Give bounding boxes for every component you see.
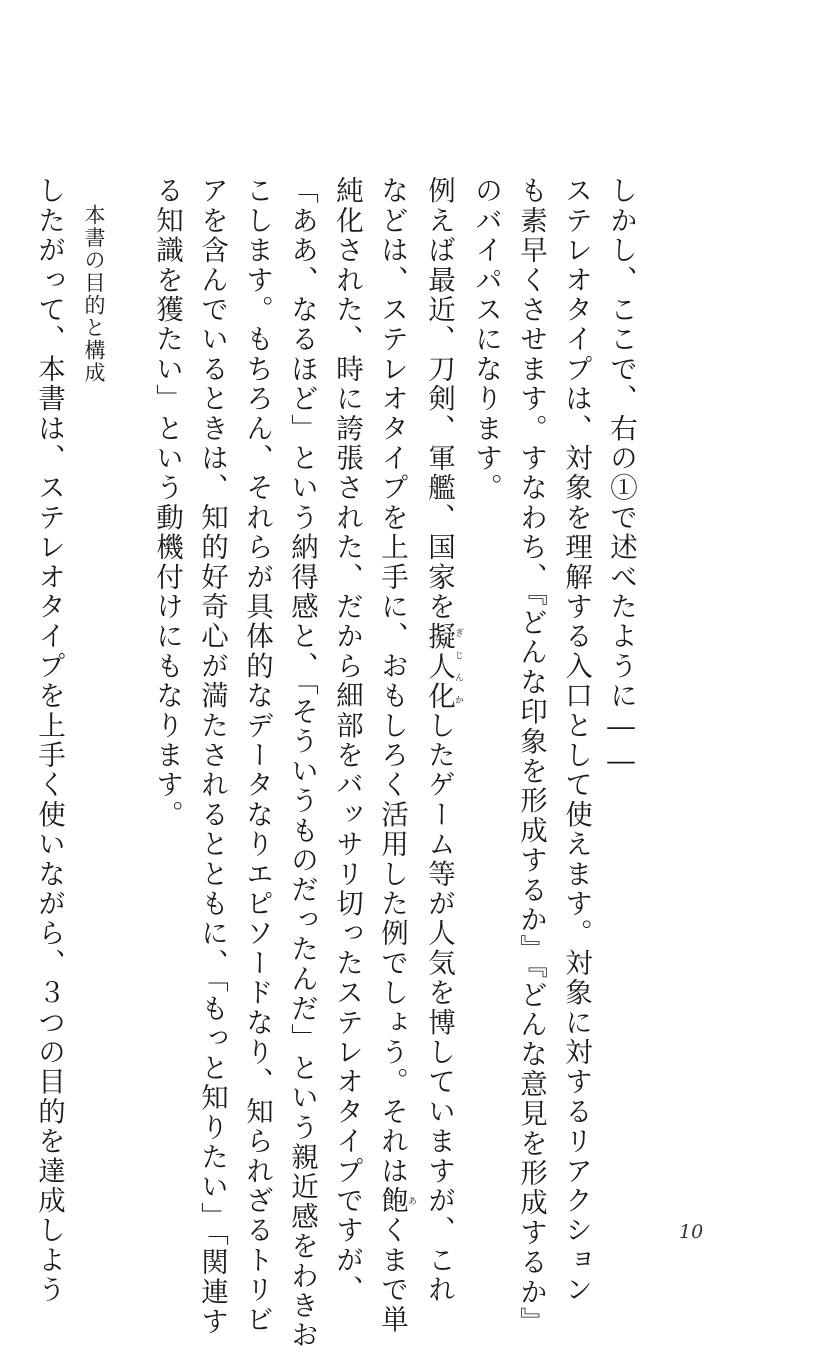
- ruby-reading: ぎじんか: [453, 621, 463, 711]
- ruby-reading: あ: [406, 1185, 416, 1216]
- section-heading: 本書の目的と構成: [82, 204, 106, 384]
- text-line: [416, 176, 463, 1305]
- text-line: も素早くさせます。すなわち、『どんな印象を形成するか』『どんな意見を形成するか』: [515, 176, 547, 1337]
- text-line: ステレオタイプは、対象を理解する入口として使えます。対象に対するリアクション: [560, 176, 592, 1305]
- text-line: のバイパスになります。: [470, 176, 502, 503]
- text-line: 純化された、時に誇張された、だから細部をバッサリ切ったステレオタイプですが、: [331, 176, 363, 1305]
- text-line: 「ああ、なるほど」という納得感と、「そういうものだったんだ」という親近感をわきお: [286, 176, 318, 1351]
- text-run: などは、ステレオタイプを上手に、おもしろく活用した例でしょう。それは: [376, 176, 408, 1186]
- text-line: る知識を獲たい」という動機付けにもなります。: [151, 176, 183, 830]
- page-number: 10: [679, 1221, 704, 1243]
- text-run: 例えば最近、刀剣、軍艦、国家を: [423, 176, 455, 622]
- vertical-text-body: [33, 176, 643, 1351]
- text-line: したがって、本書は、ステレオタイプを上手く使いながら、３つの目的を達成しよう: [33, 176, 65, 1305]
- ruby-base: 擬人化: [423, 621, 455, 711]
- text-line: アを含んでいるときは、知的好奇心が満たされるとともに、「もっと知りたい」「関連す: [196, 176, 228, 1337]
- ruby-annotation: [376, 1185, 416, 1216]
- text-line: [369, 176, 416, 1335]
- ruby-annotation: [423, 621, 463, 711]
- ruby-base: 飽: [376, 1185, 408, 1216]
- text-run: くまで単: [376, 1215, 408, 1335]
- text-line: こします。もちろん、それらが具体的なデータなりエピソードなり、知られざるトリビ: [241, 176, 273, 1335]
- text-run: したゲーム等が人気を博していますが、これ: [423, 710, 455, 1305]
- text-line: しかし、ここで、右の①で述べたように――: [605, 176, 637, 779]
